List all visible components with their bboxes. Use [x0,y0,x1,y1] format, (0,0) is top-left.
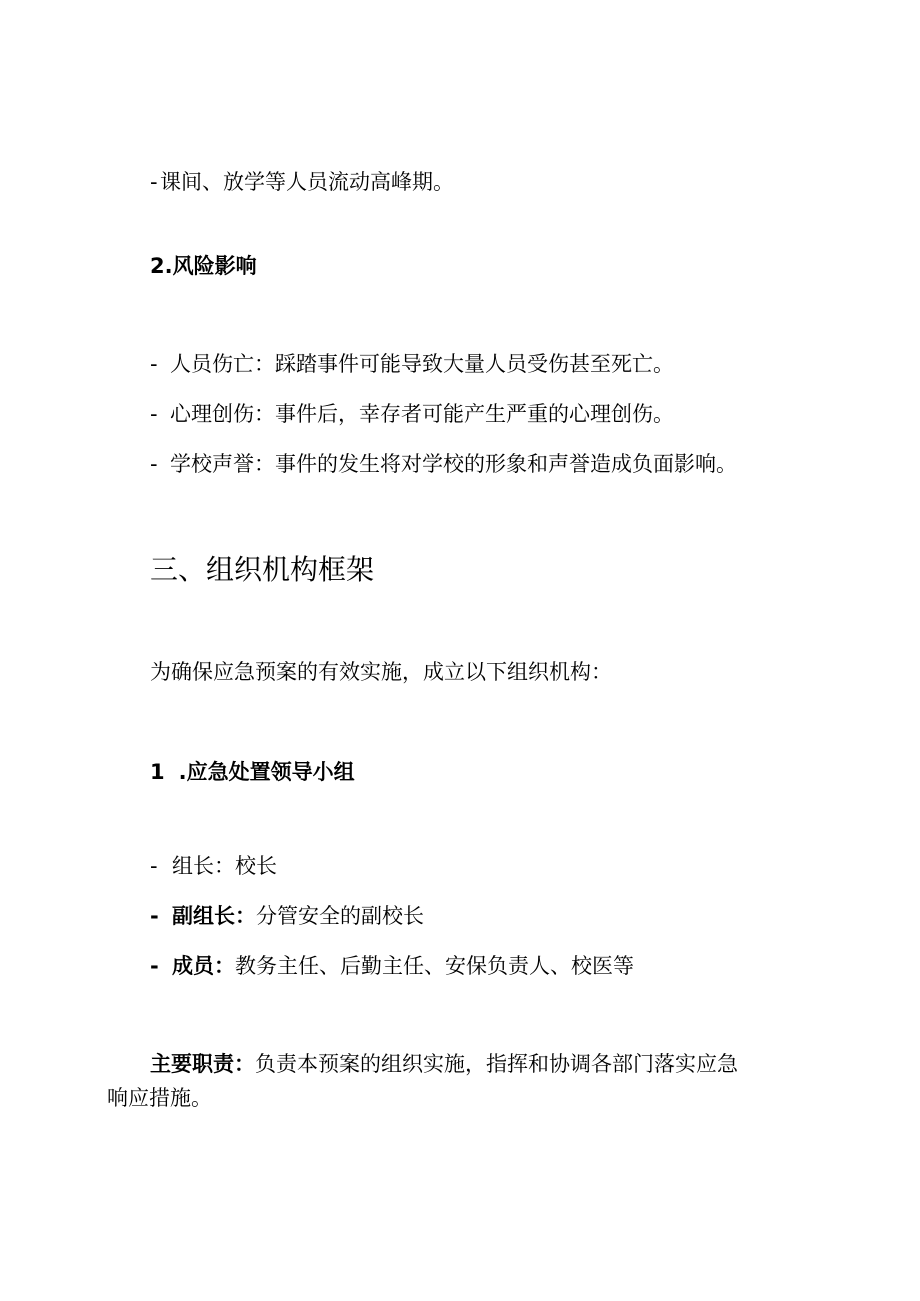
group-heading [150,762,355,783]
section-heading: 三、组织机构框架 [150,553,375,586]
member-name: 教务主任、后勤主任、安保负责人、校医等 [235,954,634,978]
duty-text: 负责本预案的组织实施，指挥和协调各部门落实应急 [255,1052,738,1076]
duty-line-1 [150,1054,738,1075]
group-heading-number: 1 [150,760,165,784]
list-item-label: 心理创伤： [170,402,275,426]
duty-label: 主要职责： [150,1052,255,1076]
member-role: 副组长： [172,904,256,928]
list-dash: - [150,352,158,376]
duty-line-2: 响应措施。 [107,1086,212,1110]
list-dash: - [150,170,158,194]
list-dash: - [150,854,158,878]
peak-period-line [150,172,454,193]
list-item [150,454,737,475]
section-intro: 为确保应急预案的有效实施，成立以下组织机构： [150,660,612,684]
member-role: 成员： [172,954,235,978]
list-item-text: 事件的发生将对学校的形象和声誉造成负面影响。 [275,452,737,476]
list-dash: - [150,904,159,928]
list-item-text: 踩踏事件可能导致大量人员受伤甚至死亡。 [275,352,674,376]
member-name: 校长 [235,854,277,878]
list-item [150,354,674,375]
member-item [150,956,634,977]
list-item [150,404,674,425]
peak-period-text: 课间、放学等人员流动高峰期。 [160,170,454,194]
member-role: 组长： [172,854,235,878]
member-name: 分管安全的副校长 [256,904,424,928]
group-heading-text: .应急处置领导小组 [178,760,355,784]
member-item [150,856,277,877]
list-dash: - [150,452,158,476]
list-item-label: 人员伤亡： [170,352,275,376]
member-item [150,906,424,927]
risk-impact-heading: 2.风险影响 [150,254,257,278]
list-item-text: 事件后，幸存者可能产生严重的心理创伤。 [275,402,674,426]
list-dash: - [150,954,159,978]
list-item-label: 学校声誉： [170,452,275,476]
list-dash: - [150,402,158,426]
